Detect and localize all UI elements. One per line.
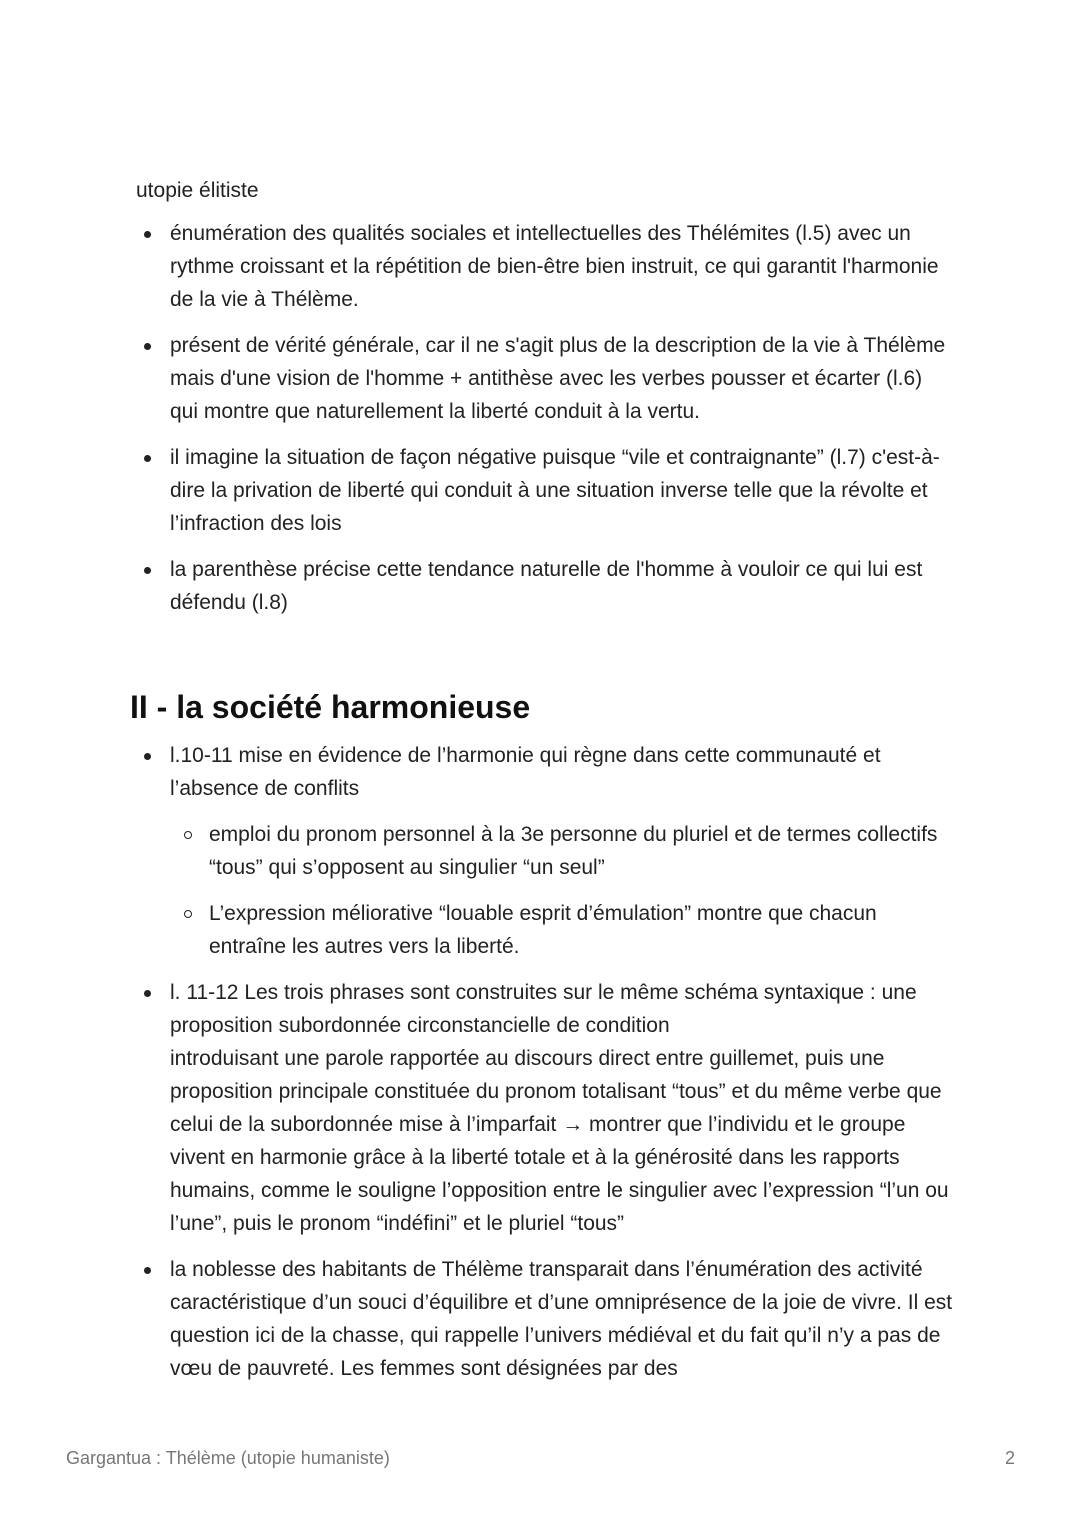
- section1-list: [135, 217, 955, 619]
- list-item: [135, 441, 955, 540]
- list-item-text: énumération des qualités sociales et intellectuelles des Thélémites (l.5) avec un rythme croissant et la répétition de bien-être bien instruit, ce qui garantit l'harmonie de la vie à Thélème.: [170, 222, 939, 311]
- list-item-text-continued: introduisant une parole rapportée au discours direct entre guillemet, puis une proposition principale constituée du pronom totalisant “tous” et du même verbe que celui de la subordonnée mise à l’imparfait → montrer que l’individu et le groupe vivent en harmonie grâce à la liberté totale et à la générosité dans les rapports humains, comme le souligne l’opposition entre le singulier avec l’expression “l’un ou l’une”, puis le pronom “indéfini” et le pluriel “tous”: [170, 1047, 949, 1235]
- list-item-text: l.10-11 mise en évidence de l’harmonie qui règne dans cette communauté et l’absence de conflits: [170, 744, 881, 800]
- page-content: [130, 174, 955, 1398]
- footer-document-title: Gargantua : Thélème (utopie humaniste): [66, 1448, 390, 1468]
- section-heading: II - la société harmonieuse: [130, 689, 531, 725]
- bullet-dot-icon: [144, 231, 151, 238]
- sub-list-item: [170, 897, 955, 963]
- bullet-dot-icon: [144, 567, 151, 574]
- bullet-circle-icon: [184, 910, 192, 918]
- bullet-dot-icon: [144, 343, 151, 350]
- bullet-dot-icon: [144, 1267, 151, 1274]
- sub-list-item: [170, 818, 955, 884]
- bullet-dot-icon: [144, 455, 151, 462]
- lead-text: utopie élitiste: [136, 179, 259, 202]
- list-item-text: la noblesse des habitants de Thélème transparait dans l’énumération des activité caractéristique d’un souci d’équilibre et d’une omniprésence de la joie de vivre. Il est question ici de la chasse, qui rappelle l’univers médiéval et du fait qu’il n’y a pas de vœu de pauvreté. Les femmes sont désignées par des: [170, 1258, 953, 1380]
- bullet-dot-icon: [144, 990, 151, 997]
- list-item: [135, 1253, 955, 1385]
- list-item-text: l. 11-12 Les trois phrases sont construites sur le même schéma syntaxique : une proposition subordonnée circonstancielle de condition: [170, 981, 917, 1037]
- bullet-circle-icon: [184, 831, 192, 839]
- list-item: [135, 217, 955, 316]
- list-item-text: il imagine la situation de façon négative puisque “vile et contraignante” (l.7) c'est-à-dire la privation de liberté qui conduit à une situation inverse telle que la révolte et l’infraction des lois: [170, 446, 940, 535]
- bullet-dot-icon: [144, 753, 151, 760]
- list-item: [135, 329, 955, 428]
- footer-page-number: 2: [1004, 1448, 1015, 1468]
- list-item-text: la parenthèse précise cette tendance naturelle de l'homme à vouloir ce qui lui est défendu (l.8): [170, 558, 923, 614]
- list-item: [135, 739, 955, 963]
- list-item: [135, 976, 955, 1240]
- list-item: [135, 553, 955, 619]
- list-item-text: présent de vérité générale, car il ne s'agit plus de la description de la vie à Thélème mais d'une vision de l'homme + antithèse avec les verbes pousser et écarter (l.6) qui montre que naturellement la liberté conduit à la vertu.: [170, 334, 946, 423]
- sub-list-item-text: emploi du pronom personnel à la 3e personne du pluriel et de termes collectifs “tous” qui s’opposent au singulier “un seul”: [209, 823, 938, 879]
- sub-list: [170, 818, 955, 963]
- section2-list: [135, 739, 955, 1385]
- sub-list-item-text: L’expression méliorative “louable esprit d’émulation” montre que chacun entraîne les autres vers la liberté.: [209, 902, 877, 958]
